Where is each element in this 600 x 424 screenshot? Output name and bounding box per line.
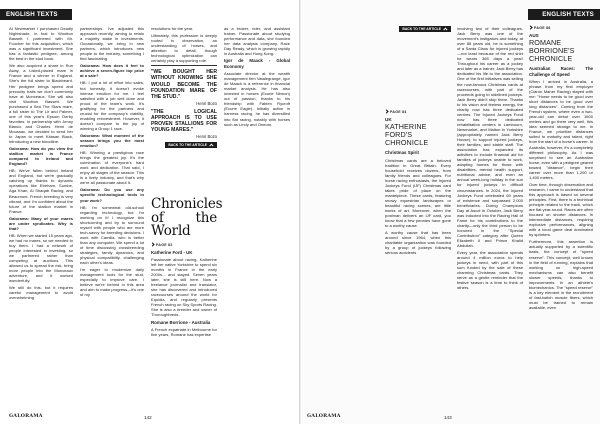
arrow-right-icon [444,27,448,31]
pull-quote: "WE BOUGHT HER WITHOUT KNOWING SHE WOULD BECOME THE FOUNDATION MARE OF THE STUD." [151,69,217,100]
section-tab: ENGLISH TEXTS [0,9,72,20]
ijf-column [457,26,523,292]
interview-question: Galorama: How do you view the stallion market in France compared to Ireland and England? [9,146,73,167]
body-paragraph: Passionate about racing, Katherine left her native Yorkshire to spend six months in France in the early 2000s... and stayed. Seven years later, she is still here. Now a freelance journalist and translator, she has discovered and introduced racecourses around the world for Equidia, and regularly presents French racing on Sky Sports Racing. She is also a breeder and owner of Thoroughbreds. [151,256,217,318]
interview-question: Galorama: What moment of the season brings you the most emotion? [80,132,144,149]
right-page [300,0,600,424]
pull-quote-author: Henri Bozo [196,134,217,140]
section-subheading: Australian Races: The Challenge of Speed [529,66,593,77]
body-paragraph: Christmas cards are a beloved tradition in Great Britain. Every household receives dozens, from family friends and colleagues. For horse racing enthusiasts, the Injured Jockeys Fund (IJF) Christmas card takes pride of place on the mantelpiece. These cards, featuring snowy equestrian landscapes or beautiful racing scenes, are little works of art. Moreover, when the postman delivers an IJF card, you know that a few pennies have gone to a worthy cause. [385,157,451,229]
body-paragraph: Furthermore, this assertion is actually supported by a scientific basis, the concept of "speed reserve". This concept, well known in the field of running, explains that working on high-speed mechanisms can also benefit slower speeds, thanks to improvements in an athlete's biomechanics. The "speed reserve" is a key element in the recruitment of fast-twitch muscle fibers, which must be trained to remain available, even [529,239,593,310]
page-number: 142 [144,415,152,420]
body-paragraph: A worthy cause that has been around since 1964, when this charitable organization was founded by a group of jockeys following serious accidents [385,230,451,256]
page-link[interactable]: PAGE 82 [151,243,217,248]
body-paragraph: I'm eager to modernize daily management tools for the stud, especially to improve care. I believe we're behind in this area and aim to make progress—it's one of my [80,267,144,298]
body-paragraph: We also acquired a share in Run Away, a Listed-placed mare in France and a winner in England. She's the full sister to Blackbeard. Her pedigree brings speed and precocity traits we don't commonly have at Monceaux. She will also visit Wootton Bassett. We purchased a Sea The Stars mare, a full sister to The Lir and Palmer, one of this year's Epsom Derby favorites. In partnership with Jenny Blanco and Charles Henri de Moussac, we decided to send her to Japan to meet Kitasan Black, introducing a new bloodline. [9,63,73,145]
body-paragraph: resolutions for the year. [151,26,194,31]
section-subheading: Romane Borrione - Australia [151,319,211,325]
magazine-logo: GALORAMA [9,413,43,419]
body-paragraph: as a broker, rider, and assistant trainer. Passionate about studying performance and data, she founded her data analysis company, Race Day Ready, which is growing rapidly in Australia and Hong Kong. [224,26,290,57]
section-tab: ENGLISH TEXTS [528,9,600,20]
back-to-article-button[interactable]: BACK TO THE ARTICLE [165,142,217,148]
body-paragraph: HB: We've fallen behind Ireland and England, but we're gradually catching up thanks to dynamic operations like Etreham, Sumbe, Aga Khan, Al Shaqab Racing, and Beaumont. French breeding is very vibrant, and I'm confident about the future of the stallion market in France. [9,168,73,214]
body-paragraph: Ultimately, this profession is deeply rooted in observation, an understanding of horses, and attention to detail, though technological optimization can certainly play a supporting role. [151,33,217,64]
body-paragraph: HB: Winning a prestigious race brings the greatest joy. It's the culmination of everyone's hard work and dedication. That said, I enjoy all stages of the season. This is a lively industry, and that's why we're all passionate about it. [80,150,144,186]
section-subheading: Igor de Maack - Global Economy [224,58,290,69]
section-subheading: Katherine Ford - UK [151,249,193,255]
page-number: 143 [444,415,452,420]
arrow-icon [529,26,533,29]
chronicles-title: Chronicles of the World [151,196,223,239]
uk-chronicle [385,110,451,257]
arrow-right-icon [210,143,214,147]
section-subheading: Christmas Spirit [385,150,419,156]
pull-quote-author: Henri Bozo [196,100,217,106]
arrow-icon [151,243,155,246]
chronicle-title: ROMANE BORRIONE'S CHRONICLE [529,38,575,64]
chronicle-title: KATHERINE FORD'S CHRONICLE [385,122,429,148]
body-paragraph: HB: I'm somewhat old-school regarding technology, but I'm working on it! I recognize this shortcoming and try to surround myself with people who are more tech-savvy for breeding decisions. I work with Camilla, who is better than any computer. We spend a lot of time discussing crossbreeding strategies, family dynamics, and physical compatibility, challenging each other's ideas. [80,204,144,266]
body-paragraph: partnerships. I've adjusted this approach recently, aiming to retain a majority stake in investments. Occasionally, we bring in new partners, which introduces new people to the industry, something I find fascinating. [80,26,144,62]
aus-chronicle [529,26,593,312]
arrow-icon [385,110,389,113]
pull-quote: "THE LOGICAL APPROACH IS TO USE PROVEN STALLIONS FOR YOUNG MARES." [151,108,217,134]
body-paragraph: HB: I put a lot of effort into sales, but honestly, it doesn't evoke intense emotion for me. I feel satisfied with a job well done and proud of the team's work. It's gratifying for the partners and crucial for the company's viability, enabling reinvestment. However, it doesn't compare to the joy of winning a Group 1 race. [80,80,144,131]
body-paragraph: HB: When we started 15 years ago, we had no mares, so we needed to buy them. I had a network of people interested in investing, so we partnered rather than competing at auctions. This allowed us to spread the risk, bring more people into the Monceaux adventure, and it worked wonderfully. [9,232,73,284]
chronicles-intro [151,196,223,339]
body-paragraph: Over time, through observation and research, I came to understand that this approach is based on several principles. First, there is a technical principle related to the track, which are flat year-round. Races are often focused on shorter distances. In intermediate distances, requiring explosive performances, aligning with a local game deal dominated by sprinters. [529,181,593,238]
interview-column-3 [151,26,217,148]
body-paragraph: When I arrived in Australia, a phrase from my first employer (Ciaron Maher Racing) stayed with me: "Horse needs to be good over short distances to be good over long distances". Coming from the French system, where even a two-year-old can debut over 1600 meters and go there very well, this idea seemed strange to me. In France, we prioritize distances suited to maturity and talent, right from the start of a horse's career. In Australia, however, it's a completely different philosophy. As I was surprised to see an Australian horse, even with a pedigree geared toward "distance", begin their career over more than 1,200 or 1,400 meters. [529,78,593,180]
body-paragraph: We still do this, but it requires careful management to avoid overwhelming [9,285,73,301]
body-paragraph: involving two of their colleagues. Jack Berry was one of the movement's instigators and today, at over 85 years old, he is something of a Santa Claus for injured jockeys—not least because of the red shirt he wears 365 days a year! Throughout his career as a jockey and later as a trainer, Jack Berry has dedicated his life to the association. One of the first initiatives was selling the now-famous Christmas cards at racecourses, with part of the proceeds going to sidelined jockeys. Jack Berry didn't stop there. Thanks to his vision and tireless energy, the charity now has three dedicated centres. The Injured Jockeys Fund now has three dedicated rehabilitation centers in Lambourn, Newmarket, and Malton in Yorkshire (appropriately named Jack Berry House), to support injured jockeys, their families, and stable staff. The association has expanded its activities to include financial aid for families of jockeys unable to work, adapting homes for those with disabilities, mental health support, nutritional advice, and even an annual week-long holiday in the sun for injured jockeys in difficult circumstances. In 2024, the Injured Jockeys Fund celebrated 60 years of existence and surpassed 2,000 beneficiaries. During Champions Day at Ascot in October, Jack Berry was inducted into the Racing Hall of Fame for his contributions to the charity—only the third person to be honored in the "Special Contribution" category after Queen Elizabeth II and Prince Khalid Abdullah. [457,26,523,249]
interview-column-2 [80,26,144,299]
interview-question: Galorama: Do you use any specific technological tools in your work? [80,187,144,203]
interview-question: Galorama: How does it feel to achieve a seven-figure top price at a sale? [80,63,144,79]
spine-gutter [299,0,301,424]
magazine-logo: GALORAMA [307,413,341,419]
body-paragraph: Every year, the association spends around 4 million euros to help jockeys in need, with part of this sum funded by the sale of these charming Christmas cards. They serve as a gentle reminder that the festive season is a time to think of others. [457,250,523,291]
left-column-top [307,26,373,98]
top-column [385,26,451,32]
body-paragraph: Associate director at the wealth management firm Vatalegrange, Igor de Maack is a reference in financial market analysis. He has also invested in horses (Ecurie Ninnon) out of passion, thanks to his friendship with Fabien Rycroft (Ecurie Eagle). Initially active in harness racing, he has diversified into flat racing, notably with horses such as Lindy and Oneoto. [224,71,290,127]
body-paragraph: At Newmarket I purchased Deadly Nightshade, in foal to Wootton Bassett I partnered with Mr. Foucher for this acquisition, which was a significant investment. She has a fantastic pedigree, among the best in the stud book. [9,26,73,62]
body-paragraph: A French expatriate in Melbourne for five years, Romane has expertise [151,326,217,337]
divider [151,65,217,66]
interview-question: Galorama: Many of your mares are under syndicates. Why is that? [9,215,73,231]
chronicles-column [224,26,290,129]
region-label: AUS [529,33,539,39]
region-label: UK [385,117,392,123]
page-link[interactable]: PAGE 86 [529,26,593,31]
back-to-article-button[interactable]: BACK TO THE ARTICLE [399,26,451,32]
interview-column-1 [9,26,73,302]
page-link[interactable]: PAGE 84 [385,110,451,115]
